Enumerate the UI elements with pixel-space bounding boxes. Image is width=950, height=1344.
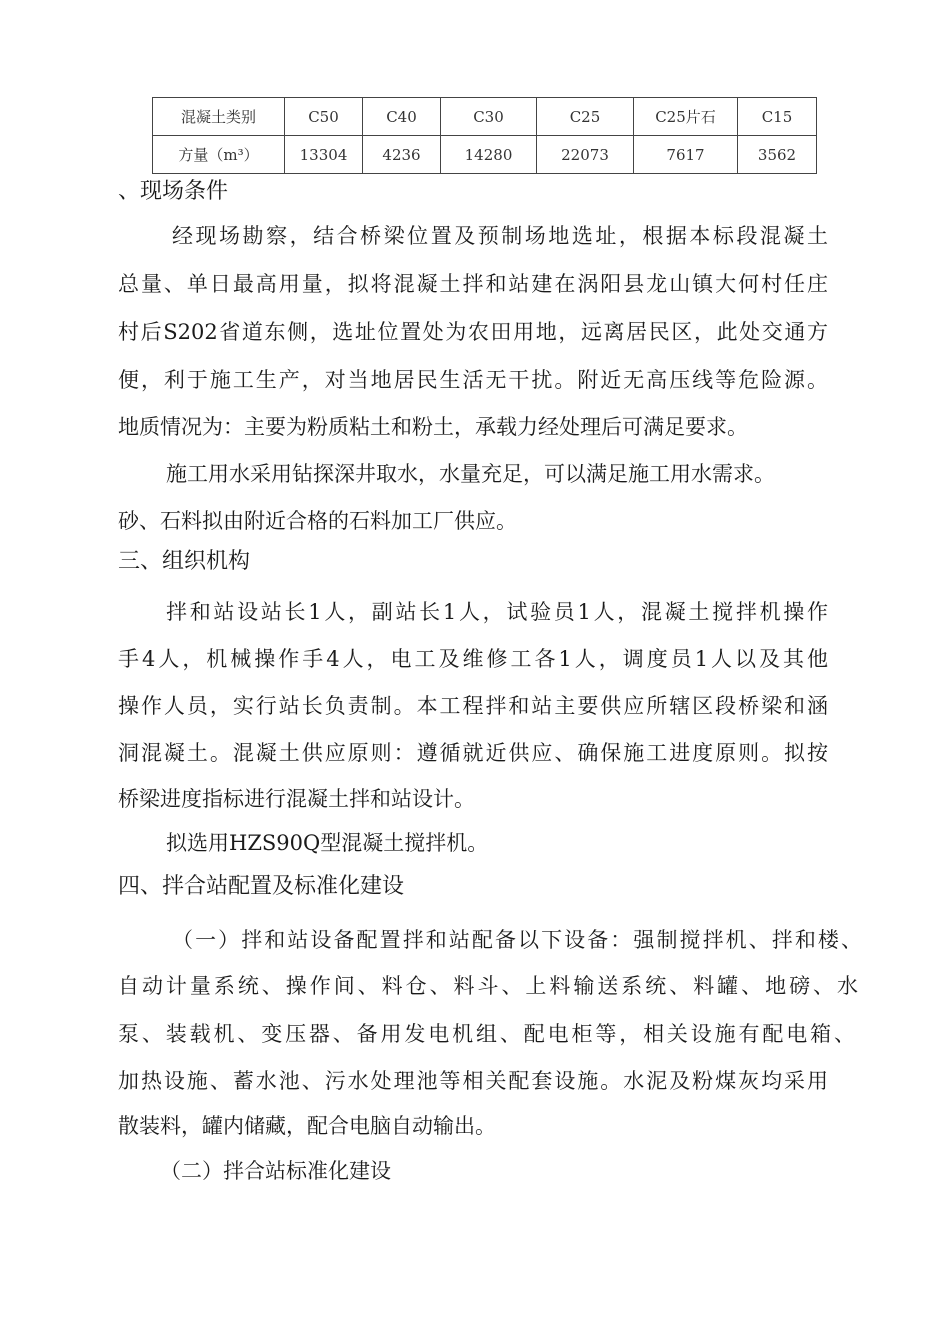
paragraph-line: 村后S202省道东侧，选址位置处为农田用地，远离居民区，此处交通方 — [118, 320, 828, 344]
paragraph-line: 桥梁进度指标进行混凝土拌和站设计。 — [118, 787, 475, 811]
table-cell: 22073 — [537, 136, 634, 174]
paragraph-line: 操作人员，实行站长负责制。本工程拌和站主要供应所辖区段桥梁和涵 — [118, 694, 828, 718]
table-cell: 14280 — [441, 136, 537, 174]
table-cell: 混凝土类别 — [153, 98, 285, 136]
table-cell: 13304 — [285, 136, 363, 174]
paragraph-line: 地质情况为：主要为粉质粘土和粉土，承载力经处理后可满足要求。 — [118, 415, 748, 439]
paragraph-line: 便，利于施工生产，对当地居民生活无干扰。附近无高压线等危险源。 — [118, 368, 828, 392]
table-cell: C40 — [363, 98, 441, 136]
paragraph-line: 拌和站设站长1人，副站长1人，试验员1人，混凝土搅拌机操作 — [166, 600, 828, 624]
paragraph-line: （一）拌和站设备配置拌和站配备以下设备：强制搅拌机、拌和楼、 — [172, 928, 862, 952]
table-cell: 方量（m³） — [153, 136, 285, 174]
table-cell: 7617 — [634, 136, 738, 174]
section-heading: 三、组织机构 — [118, 549, 251, 574]
table-cell: C30 — [441, 98, 537, 136]
table-cell: 3562 — [738, 136, 817, 174]
paragraph-line: 加热设施、蓄水池、污水处理池等相关配套设施。水泥及粉煤灰均采用 — [118, 1069, 828, 1093]
section-heading: 、现场条件 — [118, 179, 229, 204]
table-cell: C15 — [738, 98, 817, 136]
paragraph-line: （二）拌合站标准化建设 — [160, 1159, 391, 1183]
paragraph-line: 泵、装载机、变压器、备用发电机组、配电柜等，相关设施有配电箱、 — [118, 1022, 855, 1046]
table-cell: 4236 — [363, 136, 441, 174]
paragraph-line: 洞混凝土。混凝土供应原则：遵循就近供应、确保施工进度原则。拟按 — [118, 741, 828, 765]
concrete-volume-table — [152, 97, 817, 174]
paragraph-line: 散装料，罐内储藏，配合电脑自动输出。 — [118, 1114, 496, 1138]
paragraph-line: 总量、单日最高用量，拟将混凝土拌和站建在涡阳县龙山镇大何村任庄 — [118, 272, 828, 296]
table-row-volume — [153, 136, 817, 174]
paragraph-line: 砂、石料拟由附近合格的石料加工厂供应。 — [118, 509, 517, 533]
table-cell: C50 — [285, 98, 363, 136]
paragraph-line: 施工用水采用钻探深井取水，水量充足，可以满足施工用水需求。 — [166, 462, 775, 486]
table-row-category — [153, 98, 817, 136]
paragraph-line: 经现场勘察，结合桥梁位置及预制场地选址，根据本标段混凝土 — [172, 224, 828, 248]
table-cell: C25 — [537, 98, 634, 136]
table-cell: C25片石 — [634, 98, 738, 136]
paragraph-line: 手4人，机械操作手4人，电工及维修工各1人，调度员1人以及其他 — [118, 647, 828, 671]
paragraph-line: 自动计量系统、操作间、料仓、料斗、上料输送系统、料罐、地磅、水 — [118, 974, 858, 998]
section-heading: 四、拌合站配置及标准化建设 — [118, 874, 405, 899]
paragraph-line: 拟选用HZS90Q型混凝土搅拌机。 — [166, 831, 489, 855]
